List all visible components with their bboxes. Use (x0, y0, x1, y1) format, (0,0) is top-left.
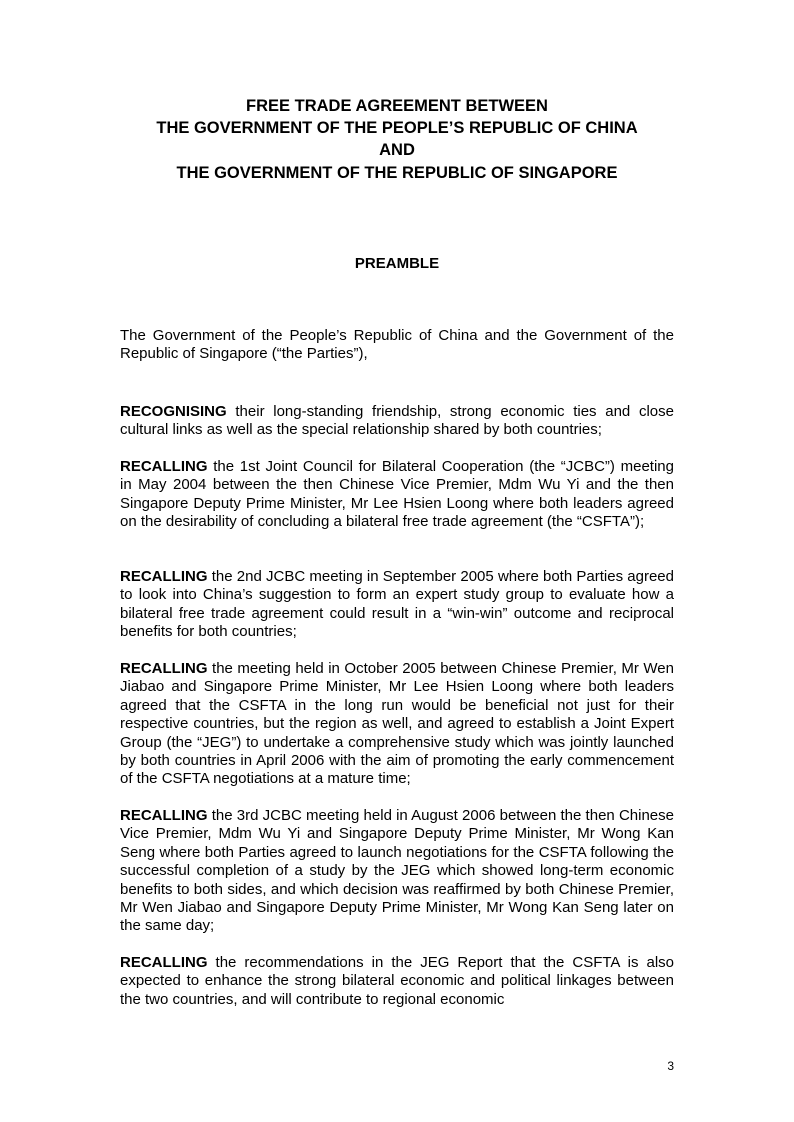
title-line: THE GOVERNMENT OF THE PEOPLE’S REPUBLIC OF CHINA (156, 119, 638, 138)
paragraph-text: the meeting held in October 2005 between Chinese Premier, Mr Wen Jiabao and Singapore Prime Minister, Mr Lee Hsien Loong where both leaders agreed that the CSFTA in the long run would be beneficial not just for their respective countries, but the region as well, and agreed to establish a Joint Expert Group (the “JEG”) to undertake a comprehensive study which was jointly launched by both countries in April 2006 with the aim of promoting the early commencement of the CSFTA negotiations at a mature time; (120, 660, 674, 788)
title-line: THE GOVERNMENT OF THE REPUBLIC OF SINGAPORE (176, 163, 618, 182)
opening-paragraph (120, 327, 674, 364)
paragraph-text: the 2nd JCBC meeting in September 2005 where both Parties agreed to look into China’s suggestion to form an expert study group to evaluate how a bilateral free trade agreement could result in a “win-win” outcome and reciprocal benefits for both countries; (120, 568, 674, 641)
paragraph-text: the 1st Joint Council for Bilateral Cooperation (the “JCBC”) meeting in May 2004 between the then Chinese Vice Premier, Mdm Wu Yi and the then Singapore Deputy Prime Minister, Mr Lee Hsien Loong where both leaders agreed on the desirability of concluding a bilateral free trade agreement (the “CSFTA”); (120, 458, 674, 531)
recital-paragraph (120, 660, 674, 789)
title-line: AND (379, 141, 415, 160)
recital-paragraph (120, 807, 674, 936)
recital-paragraph (120, 954, 674, 1009)
paragraph-lead: RECALLING (120, 954, 208, 971)
section-heading: PREAMBLE (354, 255, 440, 272)
paragraph-lead: RECOGNISING (120, 403, 227, 420)
paragraph-text: the 3rd JCBC meeting held in August 2006 between the then Chinese Vice Premier, Mdm Wu Yi and Singapore Deputy Prime Minister, Mr Wong Kan Seng where both Parties agreed to launch negotiations for the CSFTA following the successful completion of a study by the JEG which showed long-term economic benefits to both sides, and which decision was reaffirmed by both Chinese Premier, Mr Wen Jiabao and Singapore Deputy Prime Minister, Mr Wong Kan Seng later on the same day; (120, 807, 674, 935)
paragraph-lead: RECALLING (120, 568, 208, 585)
recital-paragraph (120, 568, 674, 642)
paragraph-text: their long-standing friendship, strong economic ties and close cultural links as well as the special relationship shared by both countries; (120, 403, 674, 439)
title-line: FREE TRADE AGREEMENT BETWEEN (246, 97, 548, 115)
recital-paragraph (120, 403, 674, 440)
page-number: 3 (667, 1059, 674, 1073)
paragraph-lead: RECALLING (120, 458, 208, 475)
paragraph-lead: RECALLING (120, 807, 208, 824)
paragraph-lead: RECALLING (120, 660, 208, 677)
document-title (0, 95, 794, 184)
paragraph-text: the recommendations in the JEG Report that the CSFTA is also expected to enhance the strong bilateral economic and political linkages between the two countries, and will contribute to regional economic (120, 954, 674, 1008)
recital-paragraph (120, 458, 674, 532)
paragraph-text: The Government of the People’s Republic of China and the Government of the Republic of Singapore (“the Parties”), (120, 327, 674, 363)
